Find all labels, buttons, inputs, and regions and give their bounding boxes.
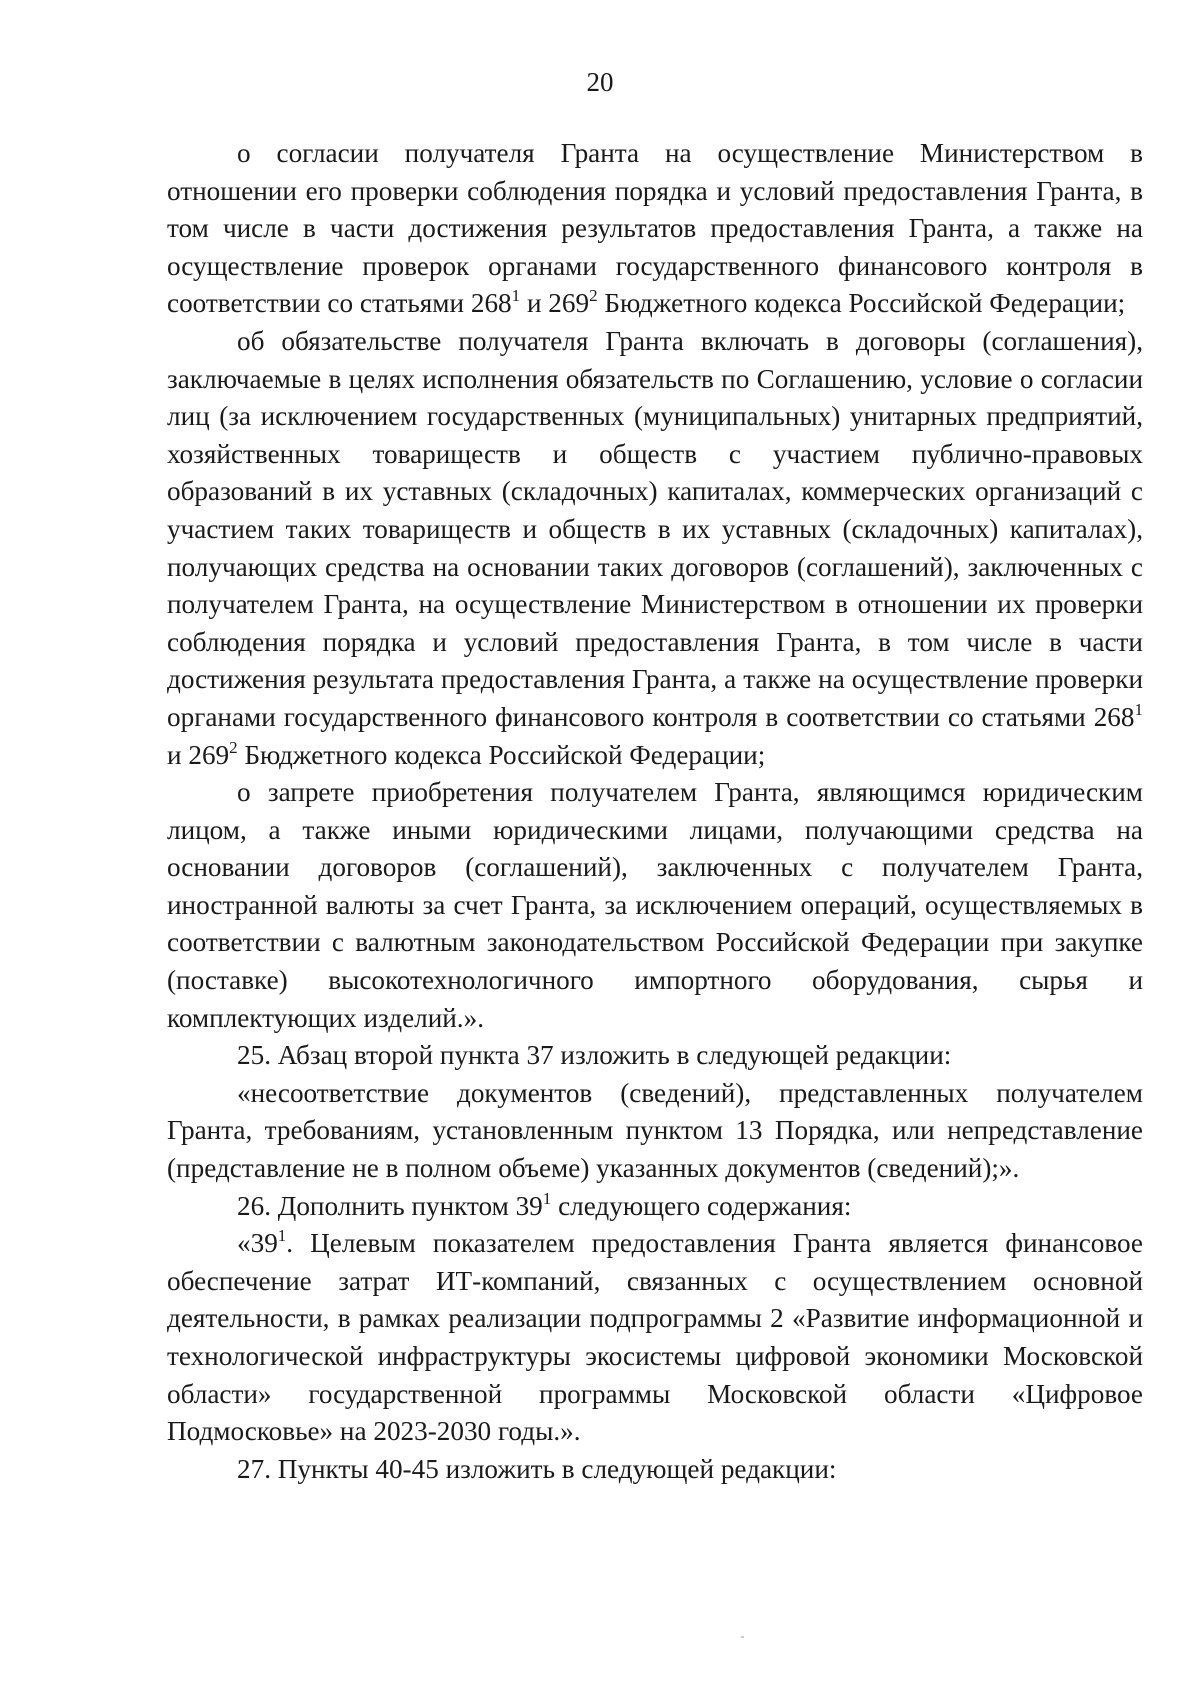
paragraph: [167, 135, 1143, 323]
paragraph: [167, 323, 1143, 774]
paragraph-text: «39: [237, 1228, 278, 1259]
paragraph-text: о согласии получателя Гранта на осуществление Министерством в отношении его проверки соблюдения порядка и условий предоставления Гранта, в том числе в части достижения результатов предоставления Гранта, а также на осуществление проверок органами государственного финансового контроля в соответствии со статьями 268: [167, 138, 1143, 319]
paragraph: [167, 774, 1143, 1037]
superscript: 1: [277, 1226, 287, 1246]
paragraph-text: и 269: [167, 739, 230, 770]
paragraph-text: «несоответствие документов (сведений), представленных получателем Гранта, требованиям, установленным пунктом 13 Порядка, или непредставление (представление не в полном объеме) указанных документов (сведений);».: [167, 1077, 1143, 1184]
paragraph: [167, 1451, 1143, 1489]
paragraph-text: 25. Абзац второй пункта 37 изложить в следующей редакции:: [237, 1040, 952, 1071]
paragraph-text: об обязательстве получателя Гранта включать в договоры (соглашения), заключаемые в целях исполнения обязательств по Соглашению, условие о согласии лиц (за исключением государственных (муниципальных) унитарных предприятий, хозяйственных товариществ и обществ с участием публично-правовых образований в их уставных (складочных) капиталах, коммерческих организаций с участием таких товариществ и обществ в их уставных (складочных) капиталах), получающих средства на основании таких договоров (соглашений), заключенных с получателем Гранта, на осуществление Министерством в отношении их проверки соблюдения порядка и условий предоставления Гранта, в том числе в части достижения результата предоставления Гранта, а также на осуществление проверки органами государственного финансового контроля в соответствии со статьями 268: [167, 325, 1143, 732]
document-body: [167, 135, 1143, 1488]
paragraph: [167, 1037, 1143, 1075]
paragraph-text: 26. Дополнить пунктом 39: [237, 1190, 543, 1221]
scan-mark: [741, 1636, 744, 1638]
paragraph-text: . Целевым показателем предоставления Гранта является финансовое обеспечение затрат ИТ-компаний, связанных с осуществлением основной деятельности, в рамках реализации подпрограммы 2 «Развитие информационной и технологической инфраструктуры экосистемы цифровой экономики Московской области» государственной программы Московской области «Цифровое Подмосковье» на 2023-2030 годы.».: [167, 1228, 1143, 1447]
superscript: 1: [542, 1188, 552, 1208]
paragraph-text: следующего содержания:: [551, 1190, 852, 1221]
paragraph-text: и 269: [520, 288, 590, 319]
superscript: 1: [1134, 699, 1143, 719]
paragraph-text: Бюджетного кодекса Российской Федерации;: [237, 739, 766, 770]
paragraph: [167, 1075, 1143, 1188]
paragraph-text: о запрете приобретения получателем Гранта, являющимся юридическим лицом, а также иными юридическими лицами, получающими средства на основании договоров (соглашений), заключенных с получателем Гранта, иностранной валюты за счет Гранта, за исключением операций, осуществляемых в соответствии с валютным законодательством Российской Федерации при закупке (поставке) высокотехнологичного импортного оборудования, сырья и комплектующих изделий.».: [167, 777, 1143, 1033]
superscript: 2: [229, 737, 238, 757]
paragraph-text: Бюджетного кодекса Российской Федерации;: [597, 288, 1126, 319]
superscript: 2: [589, 286, 598, 306]
paragraph-text: 27. Пункты 40-45 изложить в следующей редакции:: [237, 1453, 837, 1484]
paragraph: [167, 1188, 1143, 1226]
paragraph: [167, 1225, 1143, 1451]
superscript: 1: [511, 286, 521, 306]
page-number: 20: [586, 67, 614, 97]
